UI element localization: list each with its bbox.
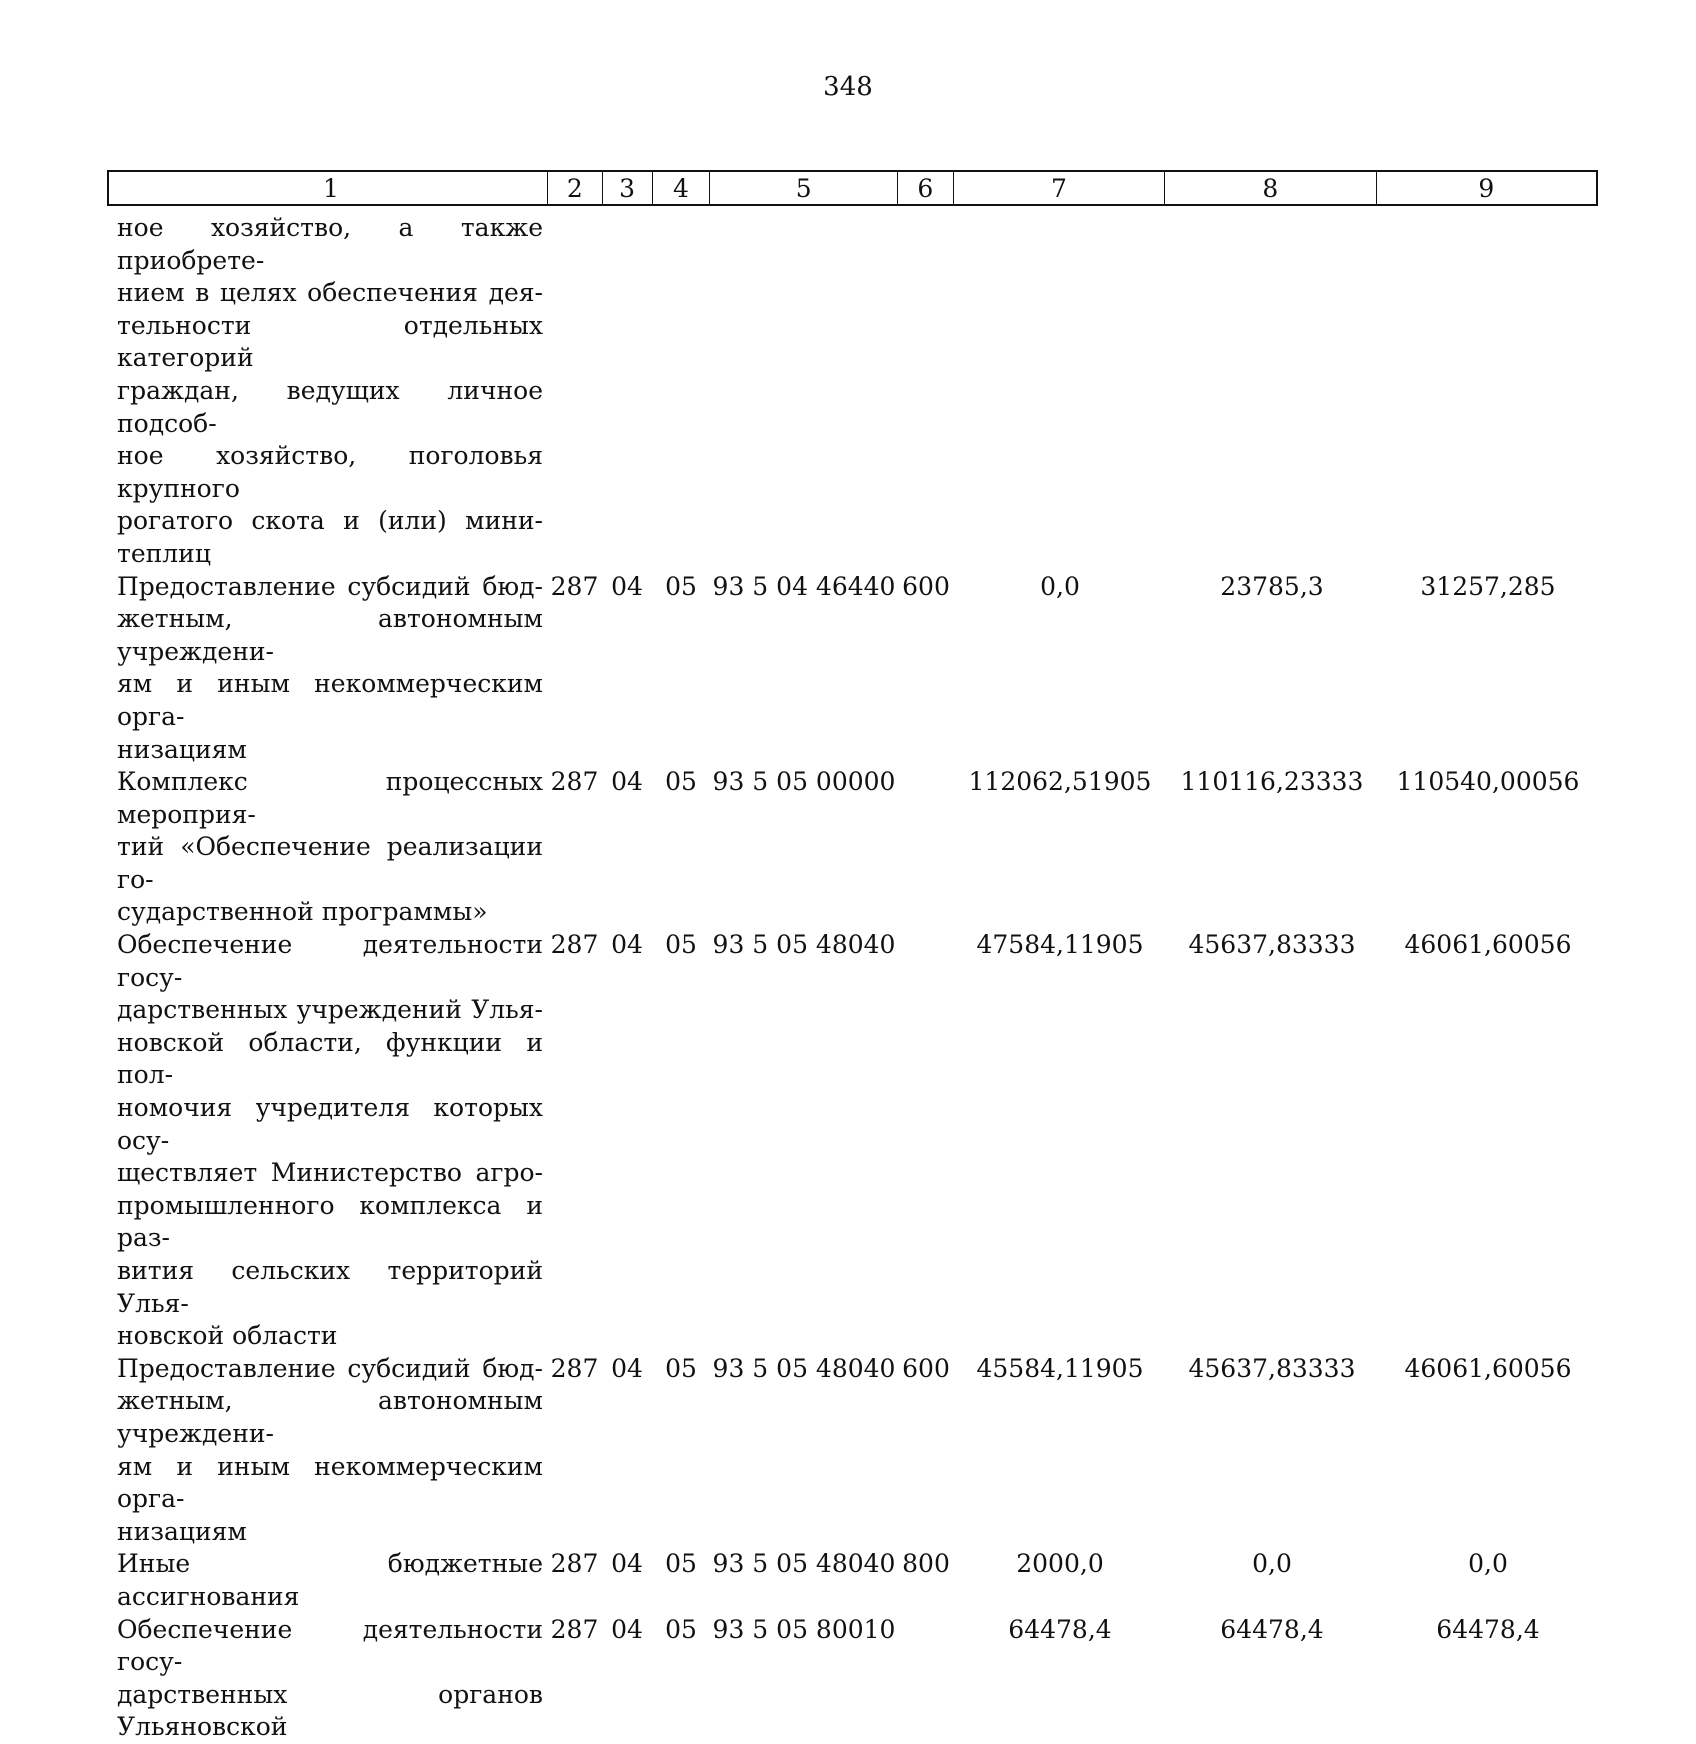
- expense-type: 800: [902, 1549, 950, 1579]
- table-row: [107, 929, 1598, 1353]
- subsection-code: 05: [665, 767, 697, 797]
- section-code: 04: [611, 930, 643, 960]
- table-row: [107, 1353, 1598, 1549]
- amount-col-8: 23785,3: [1220, 571, 1324, 601]
- description-line: новской области: [117, 1321, 338, 1351]
- table-header: [107, 170, 1598, 206]
- ministry-code: 287: [550, 767, 599, 797]
- amount-col-8: 0,0: [1252, 1549, 1292, 1579]
- target-article: 93 5 05 48040: [712, 930, 896, 960]
- description-line: новской области, функции и пол-: [117, 1027, 543, 1090]
- row-description: [107, 766, 547, 929]
- description-line: ям и иным некоммерческим орга-: [117, 669, 543, 731]
- target-article: 93 5 04 46440: [712, 571, 896, 601]
- header-col-6: 6: [898, 172, 954, 204]
- description-line: ное хозяйство, а также приобрете-: [117, 213, 543, 275]
- row-description: [107, 212, 547, 571]
- row-description: [107, 1614, 547, 1744]
- row-description: [107, 929, 547, 1353]
- amount-col-8: 45637,83333: [1188, 930, 1356, 960]
- amount-col-8: 110116,23333: [1180, 767, 1364, 797]
- description-line: ное хозяйство, поголовья крупного: [117, 441, 543, 503]
- table-row: [107, 1614, 1598, 1744]
- amount-col-9: 31257,285: [1420, 571, 1556, 601]
- header-col-7: 7: [954, 172, 1165, 204]
- subsection-code: 05: [665, 1549, 697, 1579]
- header-col-8: 8: [1165, 172, 1376, 204]
- description-line: Обеспечение деятельности госу-: [117, 1614, 543, 1677]
- description-line: ществляет Министерство агро-: [117, 1158, 543, 1188]
- header-col-2: 2: [548, 172, 603, 204]
- description-line: жетным, автономным учреждени-: [117, 604, 543, 666]
- description-line: граждан, ведущих личное подсоб-: [117, 375, 543, 438]
- description-line: номочия учредителя которых осу-: [117, 1093, 543, 1155]
- description-line: ям и иным некоммерческим орга-: [117, 1451, 543, 1514]
- amount-col-7: 112062,51905: [968, 767, 1152, 797]
- ministry-code: 287: [550, 1614, 599, 1644]
- subsection-code: 05: [665, 571, 697, 601]
- subsection-code: 05: [665, 1614, 697, 1644]
- description-line: тий «Обеспечение реализации го-: [117, 832, 543, 894]
- table-row: [107, 212, 1598, 571]
- amount-col-8: 45637,83333: [1188, 1353, 1356, 1383]
- row-description: [107, 571, 547, 767]
- amount-col-7: 64478,4: [1008, 1614, 1112, 1644]
- target-article: 93 5 05 00000: [712, 767, 896, 797]
- amount-col-9: 46061,60056: [1404, 1353, 1572, 1383]
- section-code: 04: [611, 767, 643, 797]
- amount-col-7: 45584,11905: [976, 1353, 1144, 1383]
- section-code: 04: [611, 1614, 643, 1644]
- target-article: 93 5 05 80010: [712, 1614, 896, 1644]
- target-article: 93 5 05 48040: [712, 1549, 896, 1579]
- header-col-3: 3: [603, 172, 653, 204]
- description-line: вития сельских территорий Улья-: [117, 1256, 543, 1318]
- table-row: [107, 571, 1598, 767]
- target-article: 93 5 05 48040: [712, 1353, 896, 1383]
- ministry-code: 287: [550, 1353, 599, 1383]
- description-line: жетным, автономным учреждени-: [117, 1386, 543, 1448]
- section-code: 04: [611, 1549, 643, 1579]
- amount-col-9: 64478,4: [1436, 1614, 1540, 1644]
- ministry-code: 287: [550, 571, 599, 601]
- amount-col-9: 110540,00056: [1396, 767, 1580, 797]
- description-line: Предоставление субсидий бюд-: [117, 571, 543, 601]
- description-line: низациям: [117, 1516, 247, 1546]
- header-col-5: 5: [710, 172, 897, 204]
- table-row: [107, 766, 1598, 929]
- expense-type: 600: [902, 1353, 950, 1383]
- amount-col-7: 47584,11905: [976, 930, 1144, 960]
- description-line: промышленного комплекса и раз-: [117, 1190, 543, 1253]
- subsection-code: 05: [665, 1353, 697, 1383]
- row-description: [107, 1353, 547, 1549]
- section-code: 04: [611, 571, 643, 601]
- description-line: сударственной программы»: [117, 897, 488, 927]
- header-col-9: 9: [1478, 173, 1495, 203]
- description-line: Иные бюджетные ассигнования: [117, 1549, 543, 1611]
- description-line: тельности отдельных категорий: [117, 310, 543, 373]
- description-line: Предоставление субсидий бюд-: [117, 1353, 543, 1383]
- ministry-code: 287: [550, 1549, 599, 1579]
- amount-col-9: 46061,60056: [1404, 930, 1572, 960]
- description-line: дарственных органов Ульяновской: [117, 1679, 543, 1742]
- header-col-4: 4: [653, 172, 711, 204]
- page-number: 348: [823, 72, 873, 102]
- description-line: Обеспечение деятельности госу-: [117, 930, 543, 992]
- description-line: низациям: [117, 734, 247, 764]
- description-line: дарственных учреждений Улья-: [117, 995, 543, 1025]
- ministry-code: 287: [550, 930, 599, 960]
- subsection-code: 05: [665, 930, 697, 960]
- description-line: рогатого скота и (или) мини-: [117, 506, 543, 536]
- description-line: Комплекс процессных мероприя-: [117, 767, 543, 829]
- table-row: [107, 1548, 1598, 1613]
- table-body: [107, 212, 1598, 1744]
- expense-type: 600: [902, 571, 950, 601]
- amount-col-8: 64478,4: [1220, 1614, 1324, 1644]
- description-line: теплиц: [117, 538, 211, 568]
- description-line: нием в целях обеспечения дея-: [117, 278, 543, 308]
- section-code: 04: [611, 1353, 643, 1383]
- amount-col-9: 0,0: [1468, 1549, 1508, 1579]
- amount-col-7: 0,0: [1040, 571, 1080, 601]
- row-description: [107, 1548, 547, 1613]
- amount-col-7: 2000,0: [1016, 1549, 1104, 1579]
- header-col-1: 1: [109, 172, 548, 204]
